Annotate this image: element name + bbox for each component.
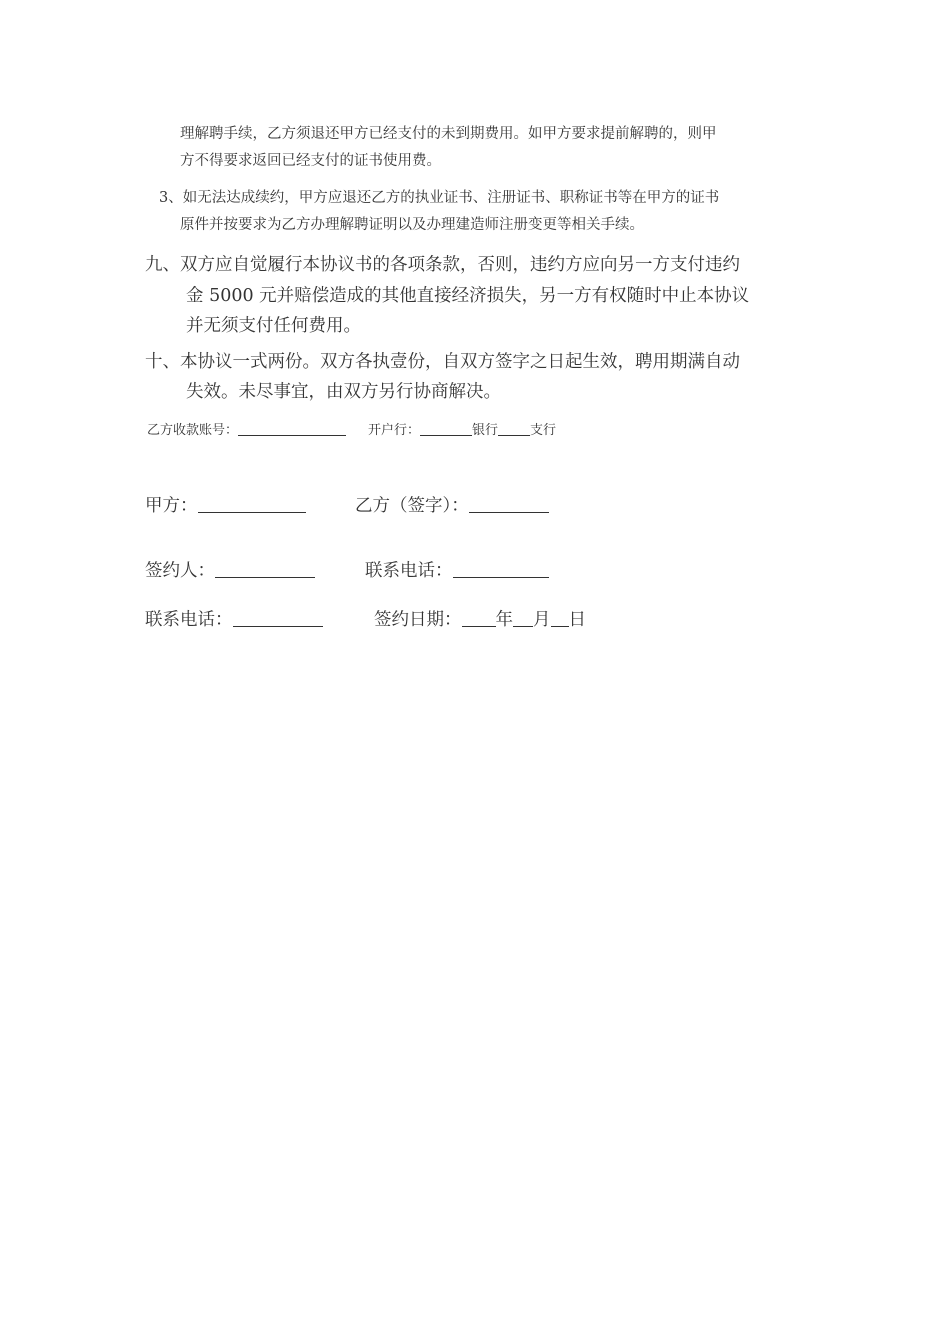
phone-right-blank[interactable] — [453, 559, 549, 578]
year-text: 年 — [495, 610, 513, 630]
phone-left-blank[interactable] — [233, 608, 323, 627]
bank-name-blank[interactable] — [420, 421, 472, 436]
phone-label-left: 联系电话： — [145, 610, 233, 630]
branch-name-blank[interactable] — [498, 421, 530, 436]
clause8-item3-line1: 3、如无法达成续约，甲方应退还乙方的执业证书、注册证书、职称证书等在甲方的证书 — [159, 190, 720, 206]
bank-label: 开户行： — [368, 423, 421, 438]
phone-label-right: 联系电话： — [365, 561, 453, 581]
phone-right-row — [365, 557, 549, 582]
account-number-blank[interactable] — [238, 421, 346, 436]
sign-date-row — [374, 606, 586, 631]
day-text: 日 — [568, 610, 586, 630]
clause9-line1: 九、双方应自觉履行本协议书的各项条款，否则，违约方应向另一方支付违约 — [145, 255, 740, 275]
party-b-signature-blank[interactable] — [469, 494, 549, 513]
clause9-line2: 金 5000 元并赔偿造成的其他直接经济损失，另一方有权随时中止本协议 — [186, 286, 750, 306]
day-blank[interactable] — [551, 608, 569, 627]
clause10-line1: 十、本协议一式两份。双方各执壹份，自双方签字之日起生效，聘用期满自动 — [145, 352, 740, 372]
year-blank[interactable] — [462, 608, 496, 627]
clause9-line3: 并无须支付任何费用。 — [186, 316, 361, 336]
branch-suffix: 支行 — [530, 423, 557, 438]
clause10-line2: 失效。未尽事宜，由双方另行协商解决。 — [186, 382, 501, 402]
date-label: 签约日期： — [374, 610, 462, 630]
bank-account-row — [147, 419, 556, 438]
clause8-item3-line2: 原件并按要求为乙方办理解聘证明以及办理建造师注册变更等相关手续。 — [180, 217, 644, 233]
party-a-blank[interactable] — [198, 494, 306, 513]
signer-blank[interactable] — [215, 559, 315, 578]
clause8-continuation-line2: 方不得要求返回已经支付的证书使用费。 — [180, 153, 441, 169]
signer-label: 签约人： — [145, 561, 215, 581]
bank-suffix: 银行 — [472, 423, 499, 438]
month-blank[interactable] — [513, 608, 533, 627]
party-a-label: 甲方： — [145, 496, 198, 516]
account-label: 乙方收款账号： — [147, 423, 239, 438]
month-text: 月 — [533, 610, 551, 630]
party-b-row — [355, 492, 549, 517]
clause8-continuation-line1: 理解聘手续，乙方须退还甲方已经支付的未到期费用。如甲方要求提前解聘的，则甲 — [180, 126, 717, 142]
phone-left-row — [145, 606, 323, 631]
signer-row — [145, 557, 315, 582]
party-a-row — [145, 492, 306, 517]
party-b-label: 乙方（签字）： — [355, 496, 469, 516]
